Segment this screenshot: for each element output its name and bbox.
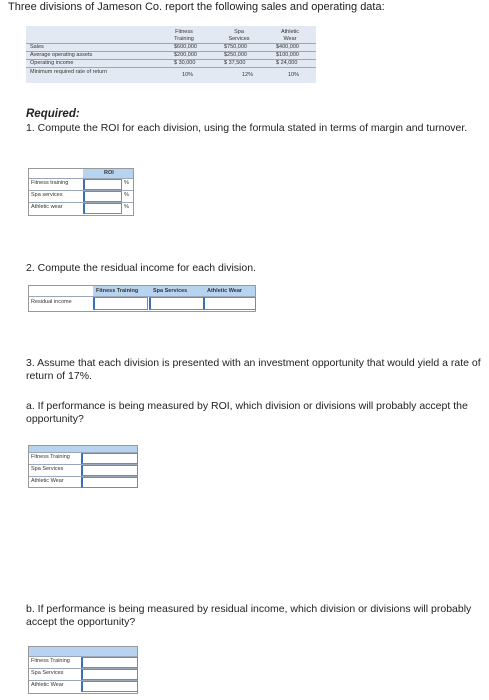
intro-text: Three divisions of Jameson Co. report the following sales and operating data: xyxy=(8,1,385,13)
ri-accept-spa-select[interactable] xyxy=(81,669,138,680)
roi-fitness-input[interactable] xyxy=(83,179,122,190)
data-table xyxy=(26,26,316,83)
col-header-fitness xyxy=(164,29,204,42)
required-heading: Required: xyxy=(26,108,80,120)
cell-value: $400,000 xyxy=(276,44,299,50)
question-3a: a. If performance is being measured by ROI, which division or divisions will probably accept the opportunity? xyxy=(26,400,468,425)
cell-value: $ 37,500 xyxy=(224,60,246,66)
roi-accept-athletic-select[interactable] xyxy=(81,477,138,488)
cell-value: $250,000 xyxy=(224,52,247,58)
col-header-line: Training xyxy=(174,35,194,42)
col-header-line: Spa xyxy=(234,29,244,35)
ri-header-spa: Spa Services xyxy=(153,288,188,294)
col-header-athletic xyxy=(270,29,310,42)
ri-accept-athletic-select[interactable] xyxy=(81,681,138,692)
col-header-spa xyxy=(219,29,259,42)
roi-accept-fitness-select[interactable] xyxy=(81,453,138,464)
accept-row-label: Fitness Training xyxy=(31,454,70,460)
cell-value: 12% xyxy=(242,72,254,78)
question-2: 2. Compute the residual income for each division. xyxy=(26,262,256,274)
roi-row-label: Athletic wear xyxy=(31,204,63,210)
cell-value: $100,000 xyxy=(276,52,299,58)
divider xyxy=(26,67,316,68)
table-header-band xyxy=(29,647,137,656)
ri-header-athletic: Athletic Wear xyxy=(207,288,243,294)
row-label: Operating income xyxy=(30,60,74,66)
roi-row-label: Fitness training xyxy=(31,180,69,186)
ri-spa-input[interactable] xyxy=(149,297,204,310)
roi-header: ROI xyxy=(104,170,114,176)
row-label: Average operating assets xyxy=(30,52,93,58)
question-1: 1. Compute the ROI for each division, using the formula stated in terms of margin and turnover. xyxy=(26,122,468,134)
roi-athletic-input[interactable] xyxy=(83,203,122,214)
cell-value: $600,000 xyxy=(174,44,197,50)
ri-accept-table xyxy=(28,646,138,694)
cell-value: $200,000 xyxy=(174,52,197,58)
divider xyxy=(26,43,316,44)
ri-athletic-input[interactable] xyxy=(203,297,256,310)
ri-accept-fitness-select[interactable] xyxy=(81,657,138,668)
question-3b: b. If performance is being measured by residual income, which division or divisions will probably accept the opportunity? xyxy=(26,603,472,628)
roi-row-label: Spa services xyxy=(31,192,63,198)
accept-row-label: Athletic Wear xyxy=(31,682,64,688)
percent-unit: % xyxy=(124,204,129,210)
col-header-line: Wear xyxy=(283,35,297,42)
roi-accept-spa-select[interactable] xyxy=(81,465,138,476)
row-label: Minimum required rate of return xyxy=(30,69,108,75)
percent-unit: % xyxy=(124,192,129,198)
question-3: 3. Assume that each division is presented with an investment opportunity that would yield a rate of return of 17%. xyxy=(26,357,481,382)
col-header-line: Services xyxy=(228,35,250,42)
roi-table xyxy=(28,168,134,216)
ri-header-fitness: Fitness Training xyxy=(96,288,139,294)
accept-row-label: Spa Services xyxy=(31,670,64,676)
cell-value: 10% xyxy=(288,72,300,78)
roi-accept-table xyxy=(28,445,138,488)
row-label: Sales xyxy=(30,44,44,50)
percent-unit: % xyxy=(124,180,129,186)
ri-row-label: Residual income xyxy=(31,299,72,305)
col-header-line: Fitness xyxy=(175,29,193,35)
cell-value: $750,000 xyxy=(224,44,247,50)
ri-fitness-input[interactable] xyxy=(93,297,148,310)
cell-value: $ 30,000 xyxy=(174,60,196,66)
accept-row-label: Fitness Training xyxy=(31,658,70,664)
accept-row-label: Spa Services xyxy=(31,466,64,472)
cell-value: 10% xyxy=(182,72,194,78)
cell-value: $ 24,000 xyxy=(276,60,298,66)
col-header-line: Athletic xyxy=(280,29,300,35)
residual-income-table xyxy=(28,285,256,312)
accept-row-label: Athletic Wear xyxy=(31,478,64,484)
roi-spa-input[interactable] xyxy=(83,191,122,202)
